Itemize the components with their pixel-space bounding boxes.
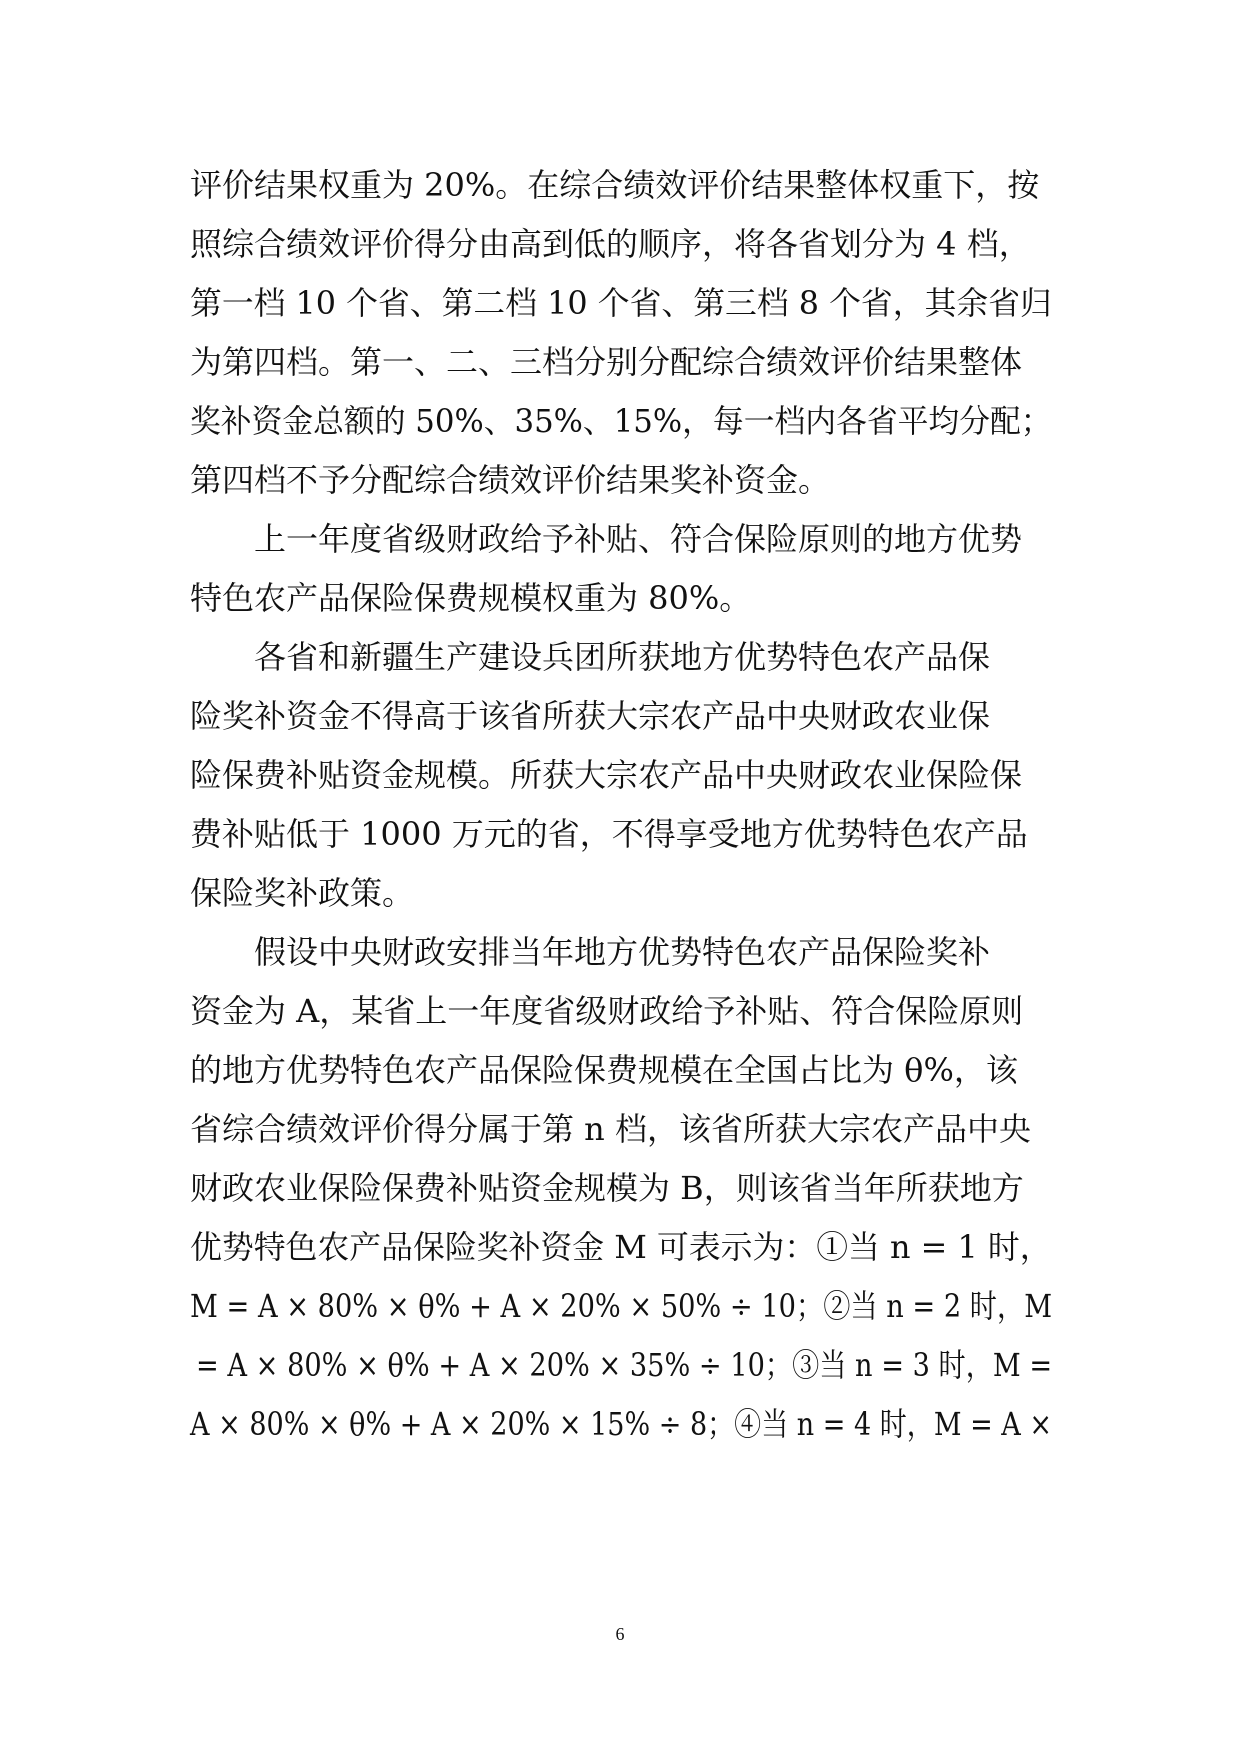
text-line: 资金为 A，某省上一年度省级财政给予补贴、符合保险原则	[190, 992, 1024, 1030]
text-line: 各省和新疆生产建设兵团所获地方优势特色农产品保	[254, 638, 991, 676]
text-line: 奖补资金总额的 50%、35%、15%，每一档内各省平均分配；	[190, 402, 1052, 440]
text-line: 财政农业保险保费补贴资金规模为 B，则该省当年所获地方	[190, 1169, 1024, 1207]
text-line: 第四档不予分配综合绩效评价结果奖补资金。	[190, 461, 831, 499]
text-line: 为第四档。第一、二、三档分别分配综合绩效评价结果整体	[190, 343, 1023, 381]
text-line: 评价结果权重为 20%。在综合绩效评价结果整体权重下，按	[190, 166, 1040, 204]
formula-line: = A × 80% × θ% + A × 20% × 35% ÷ 10；③当 n = 3 时，M =	[196, 1346, 1053, 1384]
text-line: 保险奖补政策。	[190, 874, 415, 912]
formula-line: A × 80% × θ% + A × 20% × 15% ÷ 8；④当 n = 4 时，M = A ×	[190, 1405, 1053, 1443]
text-line: 假设中央财政安排当年地方优势特色农产品保险奖补	[254, 933, 991, 971]
text-line: 优势特色农产品保险奖补资金 M 可表示为：①当 n = 1 时，	[190, 1228, 1052, 1266]
page-number: 6	[615, 1624, 625, 1644]
text-line: 上一年度省级财政给予补贴、符合保险原则的地方优势	[254, 520, 1023, 558]
text-line: 特色农产品保险保费规模权重为 80%。	[190, 579, 752, 617]
text-line: 的地方优势特色农产品保险保费规模在全国占比为 θ%，该	[190, 1051, 1018, 1089]
formula-line: M = A × 80% × θ% + A × 20% × 50% ÷ 10；②当 n = 2 时，M	[190, 1287, 1053, 1325]
text-line: 险奖补资金不得高于该省所获大宗农产品中央财政农业保	[190, 697, 991, 735]
text-line: 费补贴低于 1000 万元的省，不得享受地方优势特色农产品	[190, 815, 1028, 853]
text-line: 第一档 10 个省、第二档 10 个省、第三档 8 个省，其余省归	[190, 284, 1052, 322]
text-line: 险保费补贴资金规模。所获大宗农产品中央财政农业保险保	[190, 756, 1023, 794]
text-line: 照综合绩效评价得分由高到低的顺序，将各省划分为 4 档，	[190, 225, 1031, 263]
text-line: 省综合绩效评价得分属于第 n 档，该省所获大宗农产品中央	[190, 1110, 1031, 1148]
